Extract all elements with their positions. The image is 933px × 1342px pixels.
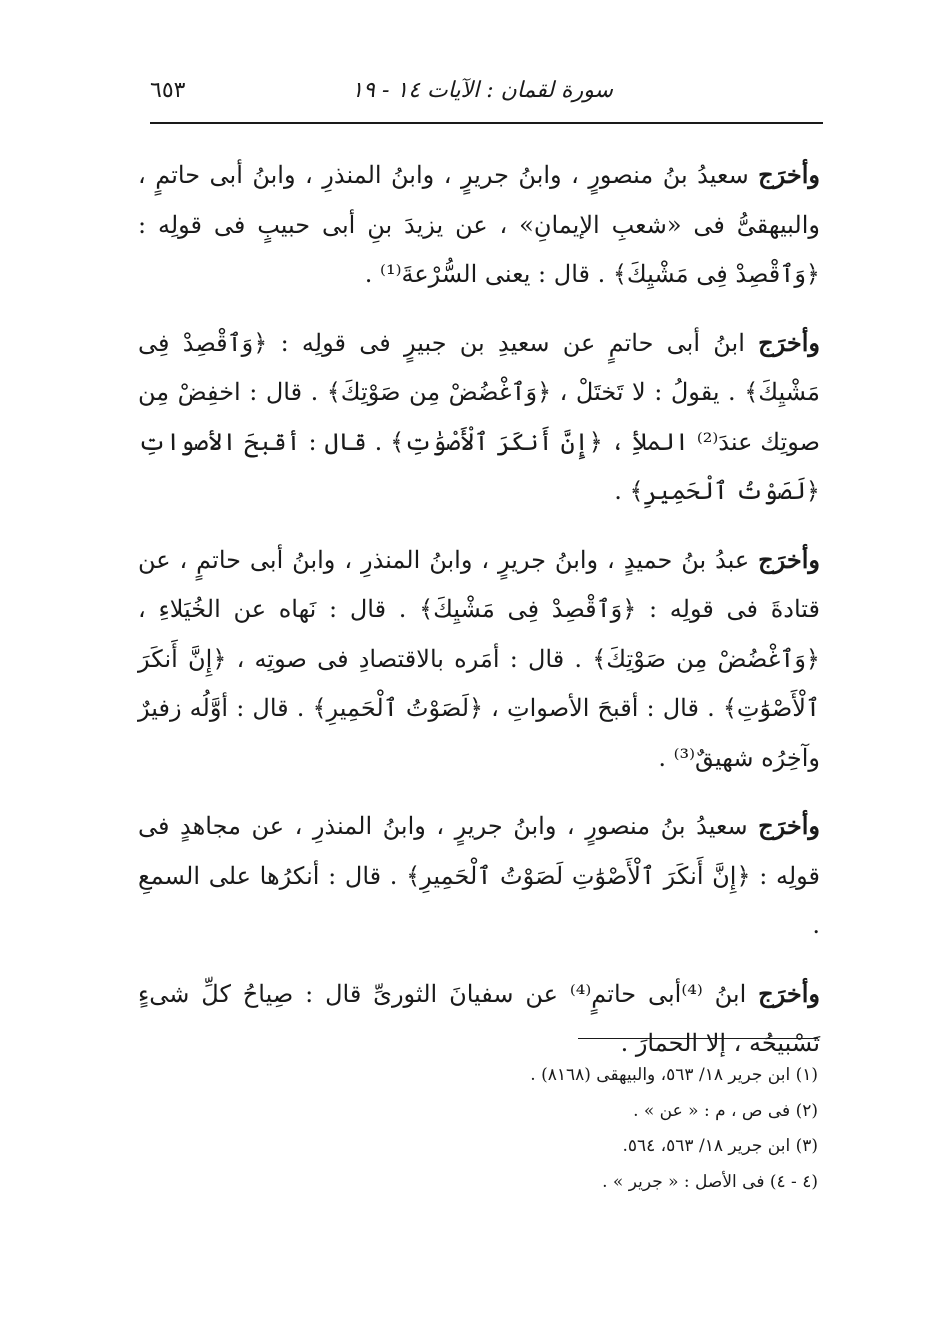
- paragraph-lead: وأخرَج: [758, 160, 820, 189]
- footnotes: [398, 1058, 818, 1200]
- running-header: [150, 72, 823, 112]
- paragraph-text: سعيدُ بنُ منصورٍ ، وابنُ جريرٍ ، وابنُ المنذرِ ، عن مجاهدٍ فى قولِه : ﴿إِنَّ أَنكَرَ ٱلْأَصْوَٰتِ لَصَوْتُ ٱلْحَمِيرِ﴾ . قال : أنكرُها على السمعِ .: [138, 812, 820, 939]
- footnote-1: (١) ابن جرير ١٨/ ٥٦٣، والبيهقى (٨١٦٨) .: [530, 1065, 818, 1085]
- paragraph-lead: وأخرَج: [758, 327, 820, 357]
- page-number: ٦٥٣: [150, 78, 186, 103]
- paragraph-text: ابنُ ⁽⁴⁾أبى حاتمٍ⁽⁴⁾ عن سفيانَ الثورىِّ قال : صِياحُ كلِّ شىءٍ تَسْبيحُه ، إلا الحمارَ .: [138, 979, 820, 1057]
- paragraph-text: سعيدُ بنُ منصورٍ ، وابنُ جريرٍ ، وابنُ المنذرِ ، وابنُ أبى حاتمٍ ، والبيهقىُّ فى «شعبِ الإيمانِ» ، عن يزيدَ بنِ أبى حبيبٍ فى قولِه : ﴿وَٱقْصِدْ فِى مَشْيِكَ﴾ . قال : يعنى السُّرْعةَ⁽¹⁾ .: [138, 161, 820, 288]
- header-divider: [150, 122, 823, 124]
- paragraph-text: ابنُ أبى حاتمٍ عن سعيدِ بن جبيرٍ فى قولِه : ﴿وَٱقْصِدْ فِى مَشْيِكَ﴾ . يقولُ : لا تَختَلْ ، ﴿وَٱغْضُضْ مِن صَوْتِكَ﴾ . قال : اخفِضْ مِن صوتِك عندَ⁽²⁾ الملأِ ، ﴿إِنَّ أَنكَرَ ٱلْأَصْوَٰتِ﴾ . قال : أقبحَ الأصواتِ ﴿لَصَوْتُ ٱلْحَمِيرِ﴾ .: [138, 328, 820, 505]
- footnote-divider: [578, 1038, 818, 1039]
- footnote-3: (٣) ابن جرير ١٨/ ٥٦٣، ٥٦٤.: [622, 1136, 818, 1156]
- paragraph-lead: وأخرَج: [758, 544, 820, 574]
- paragraph-1: [138, 150, 820, 300]
- main-text: [138, 150, 820, 1087]
- paragraph-5: [138, 969, 820, 1069]
- paragraph-text: عبدُ بنُ حميدٍ ، وابنُ جريرٍ ، وابنُ المنذرِ ، وابنُ أبى حاتمٍ ، عن قتادةَ فى قولِه : ﴿وَٱقْصِدْ فِى مَشْيِكَ﴾ . قال : نَهاه عن الخُيَلاءِ ، ﴿وَٱغْضُضْ مِن صَوْتِكَ﴾ . قال : أمَره بالاقتصادِ فى صوتِه ، ﴿إِنَّ أَنكَرَ ٱلْأَصْوَٰتِ﴾ . قال : أقبحَ الأصواتِ ، ﴿لَصَوْتُ ٱلْحَمِيرِ﴾ . قال : أوَّلُه زفيرٌ وآخِرُه شهيقٌ⁽³⁾ .: [138, 545, 820, 772]
- paragraph-lead: وأخرَج: [758, 811, 820, 840]
- footnote-4: (٤ - ٤) فى الأصل : « جرير » .: [602, 1171, 818, 1192]
- running-head-title: سورة لقمان : الآيات ١٤ - ١٩: [351, 78, 613, 103]
- footnote-2: (٢) فى ص ، م : « عن » .: [633, 1100, 818, 1121]
- paragraph-2: [138, 318, 820, 517]
- paragraph-lead: وأخرَج: [758, 978, 820, 1008]
- paragraph-3: [138, 535, 820, 784]
- paragraph-4: [138, 801, 820, 951]
